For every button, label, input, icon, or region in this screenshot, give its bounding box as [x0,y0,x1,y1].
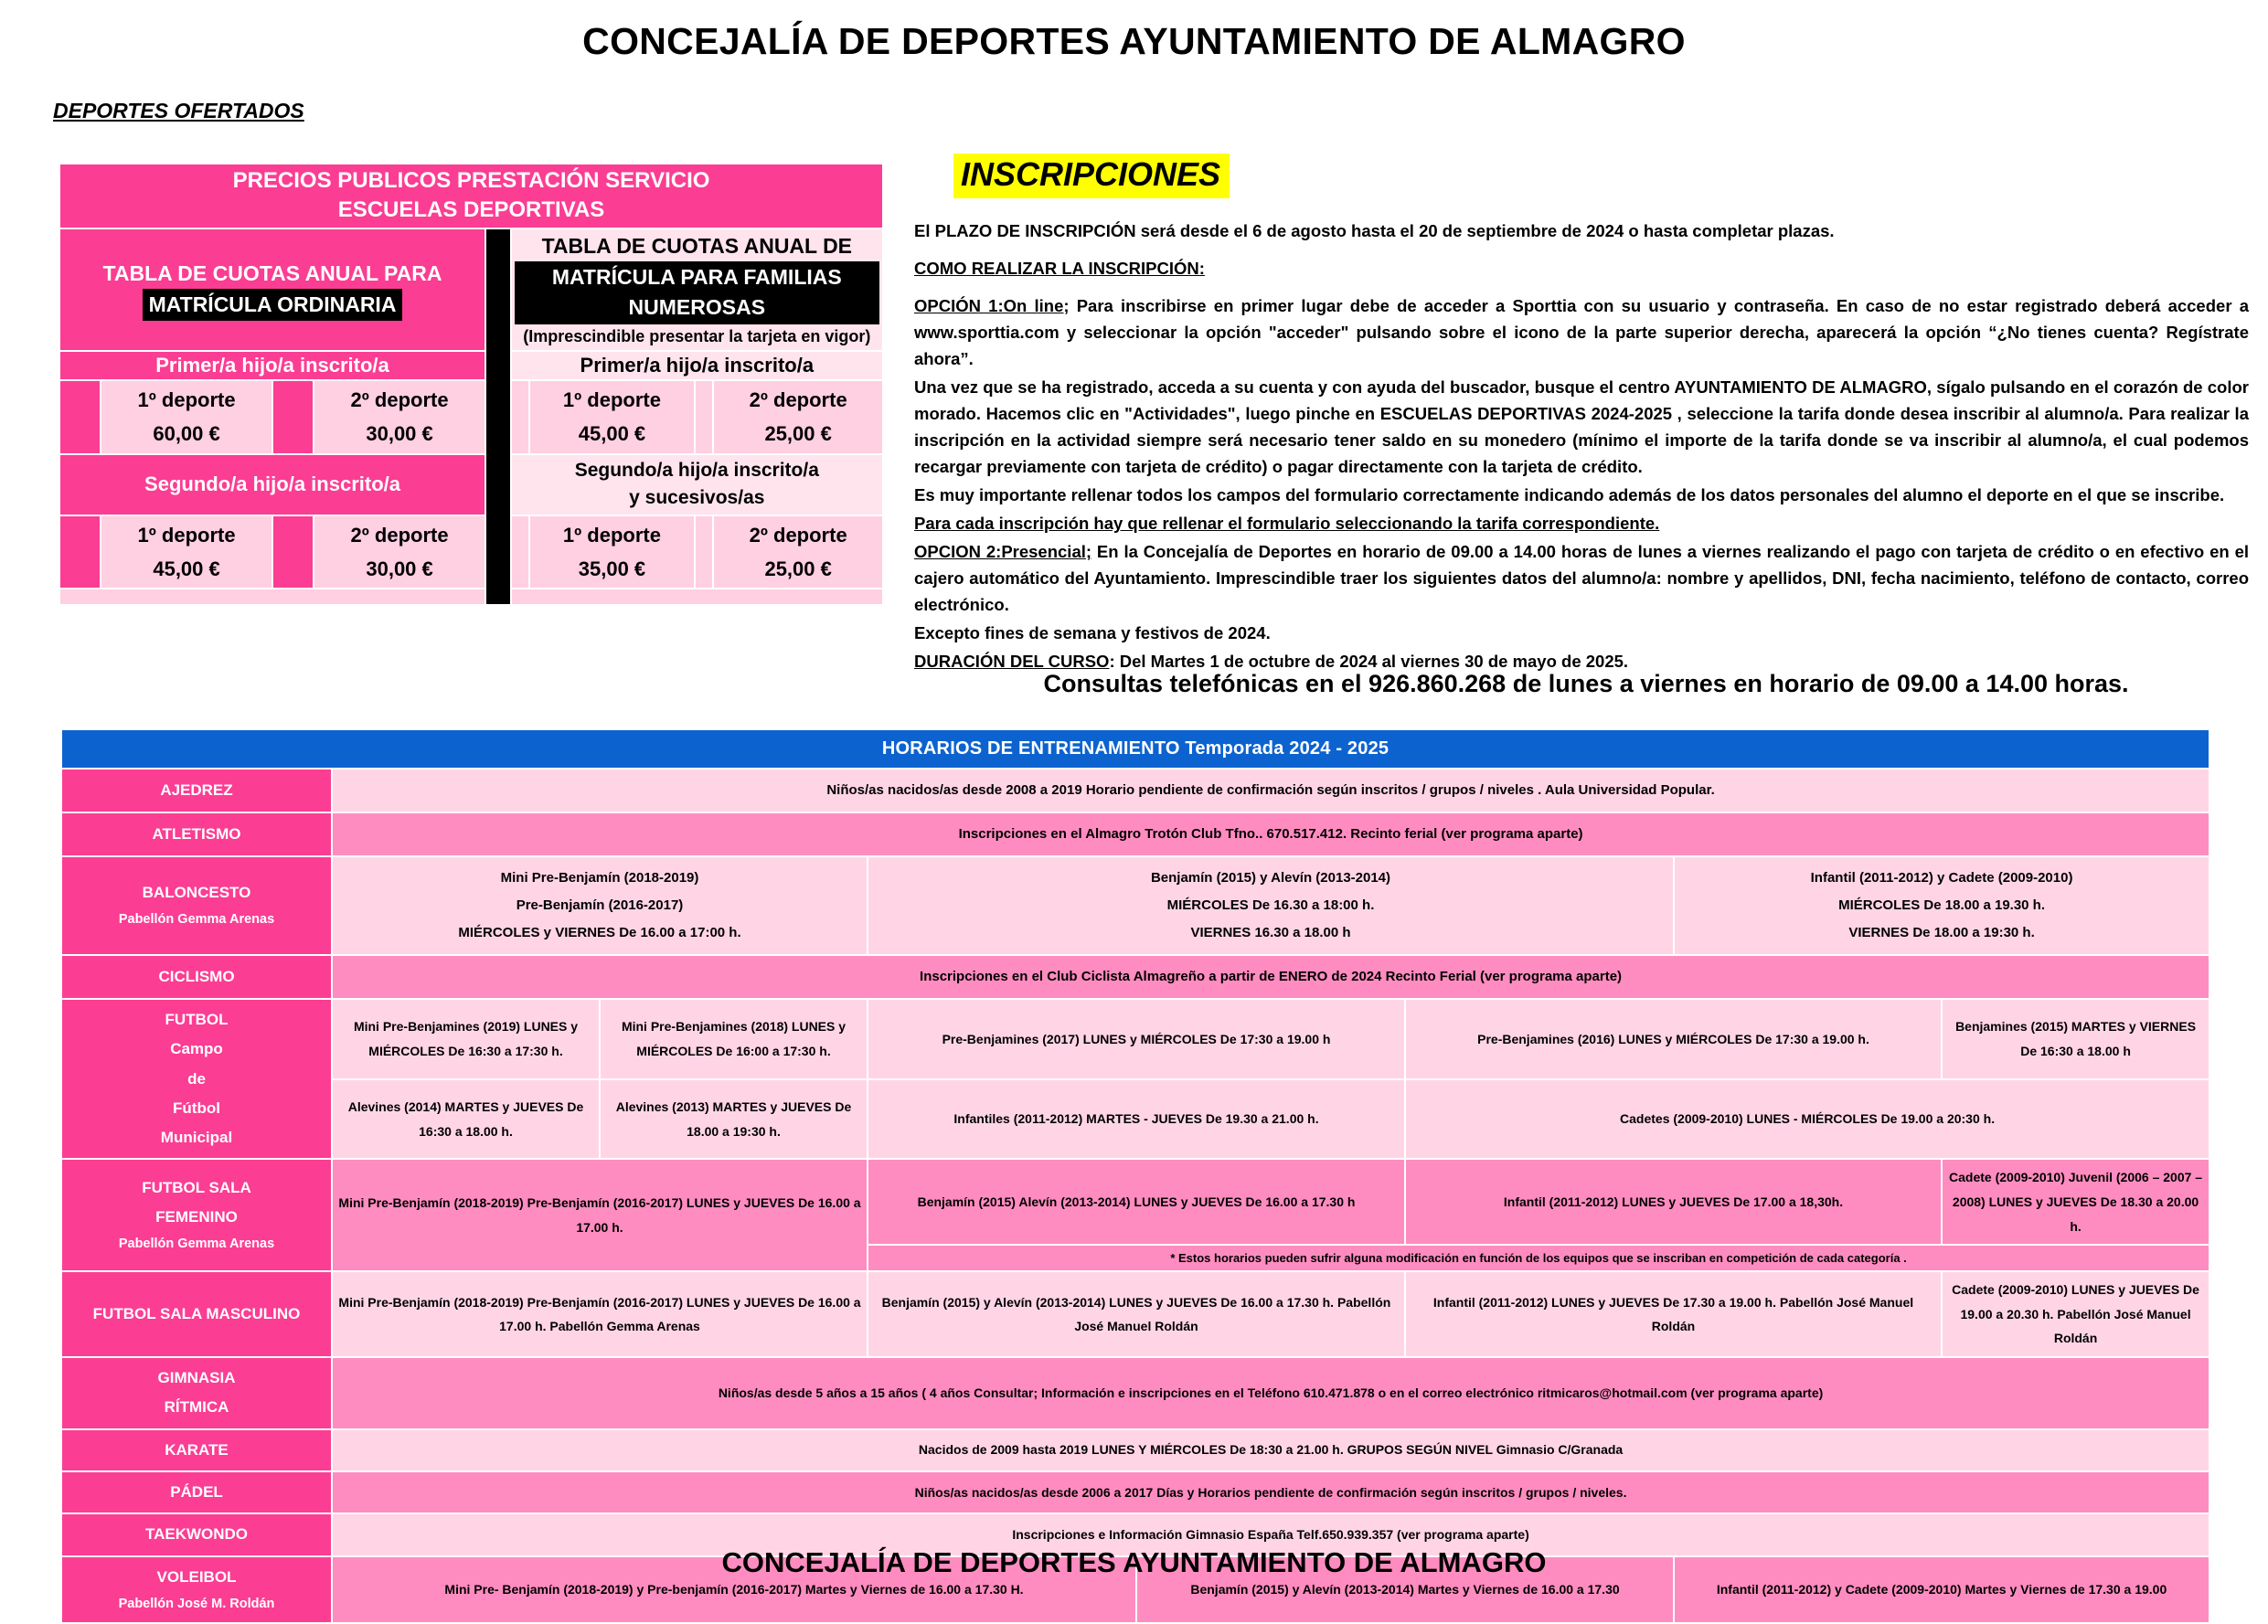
futbol-r2-c1: Alevines (2014) MARTES y JUEVES De 16:30 a 18.00 h. [332,1079,600,1160]
table-row [61,955,2209,999]
futbol-r2-c2: Alevines (2013) MARTES y JUEVES De 18.00 a 19:30 h. [600,1079,868,1160]
price-value: 35,00 € [578,557,646,580]
sport-label: VOLEIBOL [156,1567,237,1586]
sport-label: 1º deporte [562,387,661,411]
large-family-first-child-label: Primer/a hijo/a inscrito/a [511,351,883,380]
large-family-second-child-label [511,454,883,515]
ordinary-header-line1: TABLA DE CUOTAS ANUAL PARA [102,260,442,285]
ordinary-second-child-sport2 [314,515,485,589]
option2-text: En la Concejalía de Deportes en horario de 09.00 a 14.00 horas de lunes a viernes realizando el pago con tarjeta de crédito o en efectivo en el cajero automático del Ayuntamiento. Imprescindible traer los siguientes datos del alumno/a: nombre y apellidos, DNI, fecha nacimiento, teléfono de contacto, correo electrónico. [914,542,2249,615]
table-row [61,1429,2209,1471]
ordinary-second-child-label: Segundo/a hijo/a inscrito/a [59,454,485,515]
karate-info: Nacidos de 2009 hasta 2019 LUNES Y MIÉRCOLES De 18:30 a 21.00 h. GRUPOS SEGÚN NIVEL Gimnasio C/Granada [332,1429,2209,1471]
large-family-header [511,228,883,351]
course-duration-text: : Del Martes 1 de octubre de 2024 al viernes 30 de mayo de 2025. [1109,652,1629,672]
table-row [61,1079,2209,1160]
sport-name-karate: KARATE [61,1429,332,1471]
padel-info: Niños/as nacidos/as desde 2006 a 2017 Días y Horarios pendiente de confirmación según inscritos / grupos / niveles. [332,1471,2209,1513]
spacer-cell [511,515,529,589]
table-row [61,1271,2209,1357]
sport-name-ajedrez: AJEDREZ [61,769,332,812]
futbol-r1-c4: Pre-Benjamines (2016) LUNES y MIÉRCOLES De 17:30 a 19.00 h. [1405,999,1942,1079]
gimnasia-info: Niños/as desde 5 años a 15 años ( 4 años Consultar; Información e inscripciones en el Teléfono 610.471.878 o en el correo electrónico ritmicaros@hotmail.com (ver programa aparte) [332,1357,2209,1429]
large-family-first-child-sport2 [713,380,883,454]
voleibol-group-2: Benjamín (2015) y Alevín (2013-2014) Martes y Viernes de 16.00 a 17.30 [1136,1556,1674,1624]
sport-label: BALONCESTO [142,884,251,902]
voleibol-group-3: Infantil (2011-2012) y Cadete (2009-2010) Martes y Viernes de 17.30 a 19.00 [1674,1556,2209,1624]
large-family-header-note: (Imprescindible presentar la tarjeta en vigor) [523,326,871,345]
large-family-header-line2: MATRÍCULA PARA FAMILIAS NUMEROSAS [515,261,879,324]
atletismo-info: Inscripciones en el Almagro Trotón Club Tfno.. 670.517.412. Recinto ferial (ver programa aparte) [332,812,2209,856]
schedule-table [60,728,2210,1624]
inscriptions-title: INSCRIPCIONES [953,154,1230,198]
taekwondo-info: Inscripciones e Información Gimnasio España Telf.650.939.357 (ver programa aparte) [332,1513,2209,1555]
table-row [61,812,2209,856]
fsm-group-1: Mini Pre-Benjamín (2018-2019) Pre-Benjamín (2016-2017) LUNES y JUEVES De 16.00 a 17.00 h. Pabellón Gemma Arenas [332,1271,868,1357]
futbol-r2-c4: Cadetes (2009-2010) LUNES - MIÉRCOLES De 19.00 a 20:30 h. [1405,1079,2209,1160]
fsf-group-2: Benjamín (2015) Alevín (2013-2014) LUNES y JUEVES De 16.00 a 17.30 h [868,1159,1405,1245]
futbol-r1-c5: Benjamines (2015) MARTES y VIERNES De 16:30 a 18.00 h [1942,999,2209,1079]
sport-name-futbol-sala-masculino: FUTBOL SALA MASCULINO [61,1271,332,1357]
futbol-r1-c3: Pre-Benjamines (2017) LUNES y MIÉRCOLES De 17:30 a 19.00 h [868,999,1405,1079]
fsm-group-2: Benjamín (2015) y Alevín (2013-2014) LUNES y JUEVES De 16.00 a 17.30 h. Pabellón José Manuel Roldán [868,1271,1405,1357]
sport-name-taekwondo: TAEKWONDO [61,1513,332,1555]
ordinary-first-child-sport1 [101,380,272,454]
sport-name-ciclismo: CICLISMO [61,955,332,999]
table-row [61,856,2209,955]
futbol-r1-c1: Mini Pre-Benjamines (2019) LUNES y MIÉRCOLES De 16:30 a 17:30 h. [332,999,600,1079]
table-row [61,769,2209,812]
spacer-cell [272,380,314,454]
label-line1: Segundo/a hijo/a inscrito/a [574,459,819,481]
table-row [61,1159,2209,1245]
price-value: 45,00 € [153,557,220,580]
option1-text: Para inscribirse en primer lugar debe de acceder a Sporttia con su usuario y contraseña. En caso de no estar registrado deberá acceder a www.sporttia.com y seleccionar la opción "acceder" pulsando sobre el icono de la parte superior derecha, aparecerá la opción “¿No tienes cuenta? Regístrate ahora”. [914,296,2249,369]
sport-name-atletismo: ATLETISMO [61,812,332,856]
ordinary-first-child-sport2 [314,380,485,454]
sport-venue: Pabellón Gemma Arenas [118,912,275,928]
inscriptions-body [914,218,2249,677]
fsm-group-3: Infantil (2011-2012) LUNES y JUEVES De 17.30 a 19.00 h. Pabellón José Manuel Roldán [1405,1271,1942,1357]
price-value: 25,00 € [764,422,832,446]
voleibol-group-1: Mini Pre- Benjamín (2018-2019) y Pre-benjamín (2016-2017) Martes y Viernes de 16.00 a 17.30 H. [332,1556,1136,1624]
fsm-group-4: Cadete (2009-2010) LUNES y JUEVES De 19.00 a 20.30 h. Pabellón José Manuel Roldán [1942,1271,2209,1357]
course-duration-label: DURACIÓN DEL CURSO [914,652,1110,672]
prices-title-line1: PRECIOS PUBLICOS PRESTACIÓN SERVICIO [232,168,710,193]
baloncesto-group-3: Infantil (2011-2012) y Cadete (2009-2010) MIÉRCOLES De 18.00 a 19.30 h. VIERNES De 18.00 a 19:30 h. [1674,856,2209,955]
inscription-paragraph-2: Una vez que se ha registrado, acceda a su cuenta y con ayuda del buscador, busque el centro AYUNTAMIENTO DE ALMAGRO, sígalo pulsando en el corazón de color morado. Hacemos clic en "Actividades", luego pinche en ESCUELAS DEPORTIVAS 2024-2025 , seleccione la tarifa donde desea inscribir al alumno/a. Para realizar la inscripción en la actividad siempre será necesario tener saldo en su monedero (mínimo el importe de la tarifa donde se va inscribir al alumno/a, el cual podemos recargar previamente con tarjeta de crédito) o pagar directamente con la tarjeta de crédito. [914,377,2249,477]
page-title: CONCEJALÍA DE DEPORTES AYUNTAMIENTO DE ALMAGRO [582,20,1686,62]
spacer-cell [695,515,713,589]
ordinary-header [59,228,485,351]
price-value: 30,00 € [366,422,433,446]
footer-title: CONCEJALÍA DE DEPORTES AYUNTAMIENTO DE ALMAGRO [721,1546,1547,1578]
inscription-deadline: El PLAZO DE INSCRIPCIÓN será desde el 6 de agosto hasta el 20 de septiembre de 2024 o hasta completar plazas. [914,221,1835,240]
prices-table [59,163,884,606]
spacer-cell [272,515,314,589]
price-value: 30,00 € [366,557,433,580]
fsf-note: * Estos horarios pueden sufrir alguna modificación en función de los equipos que se inscriban en competición de cada categoría . [868,1245,2209,1271]
futbol-r2-c3: Infantiles (2011-2012) MARTES - JUEVES De 19.30 a 21.00 h. [868,1079,1405,1160]
ordinary-second-child-sport1 [101,515,272,589]
sport-name-baloncesto [61,856,332,955]
ajedrez-info: Niños/as nacidos/as desde 2008 a 2019 Horario pendiente de confirmación según inscritos / grupos / niveles . Aula Universidad Popular. [332,769,2209,812]
sport-name-gimnasia-ritmica: GIMNASIA RÍTMICA [61,1357,332,1429]
large-family-second-child-sport1 [529,515,696,589]
spacer-cell [59,380,101,454]
futbol-r1-c2: Mini Pre-Benjamines (2018) LUNES y MIÉRCOLES De 16:00 a 17:30 h. [600,999,868,1079]
sport-label: 1º deporte [562,523,661,547]
label-line2: y sucesivos/as [629,487,765,509]
table-row [61,1357,2209,1429]
spacer-cell [695,380,713,454]
schedule-header: HORARIOS DE ENTRENAMIENTO Temporada 2024 - 2025 [61,729,2209,769]
prices-title-line2: ESCUELAS DEPORTIVAS [337,197,605,223]
sport-label: 2º deporte [749,387,847,411]
prices-title [59,164,883,228]
large-family-header-line1: TABLA DE CUOTAS ANUAL DE [541,233,853,258]
sport-label: 2º deporte [749,523,847,547]
fsf-group-3: Infantil (2011-2012) LUNES y JUEVES De 17.00 a 18,30h. [1405,1159,1942,1245]
large-family-second-child-sport2 [713,515,883,589]
how-to-register-title: COMO REALIZAR LA INSCRIPCIÓN: [914,259,1205,279]
sport-name-futbol: FUTBOL Campo de Fútbol Municipal [61,999,332,1159]
table-row [61,999,2209,1079]
option2-label: OPCION 2:Presencial; [914,542,1092,562]
prices-bottom-spacer [59,589,485,605]
ordinary-first-child-label: Primer/a hijo/a inscrito/a [59,351,485,380]
sport-label: 1º deporte [137,387,236,411]
large-family-first-child-sport1 [529,380,696,454]
sport-venue: Pabellón José M. Roldán [118,1596,275,1611]
price-value: 25,00 € [764,557,832,580]
option1-label: OPCIÓN 1:On line; [914,296,1070,316]
sport-name-padel: PÁDEL [61,1471,332,1513]
sport-name-futbol-sala-femenino: FUTBOL SALA FEMENINO Pabellón Gemma Arenas [61,1159,332,1271]
inscription-paragraph-3: Es muy importante rellenar todos los campos del formulario correctamente indicando además de los datos personales del alumno el deporte en el que se inscribe. [914,485,2225,505]
table-row [61,1471,2209,1513]
spacer-cell [511,380,529,454]
phone-enquiries-line: Consultas telefónicas en el 926.860.268 de lunes a viernes en horario de 09.00 a 14.00 horas. [1043,670,2129,697]
inscription-paragraph-5: Excepto fines de semana y festivos de 2024. [914,623,1271,643]
prices-bottom-spacer [511,589,883,605]
fsf-group-1: Mini Pre-Benjamín (2018-2019) Pre-Benjamín (2016-2017) LUNES y JUEVES De 16.00 a 17.00 h. [332,1159,868,1271]
baloncesto-group-1: Mini Pre-Benjamín (2018-2019) Pre-Benjamín (2016-2017) MIÉRCOLES y VIERNES De 16.00 a 17:00 h. [332,856,868,955]
baloncesto-group-2: Benjamín (2015) y Alevín (2013-2014) MIÉRCOLES De 16.30 a 18:00 h. VIERNES 16.30 a 18.00 h [868,856,1674,955]
ordinary-header-line2: MATRÍCULA ORDINARIA [143,289,403,321]
section-label-deportes-ofertados: DEPORTES OFERTADOS [53,99,304,122]
inscription-paragraph-4: Para cada inscripción hay que rellenar el formulario seleccionando la tarifa correspondiente. [914,514,1660,534]
price-value: 45,00 € [578,422,646,446]
price-value: 60,00 € [153,422,220,446]
table-divider [485,228,511,606]
sport-venue: Pabellón Gemma Arenas [118,1237,275,1252]
sport-label: 2º deporte [350,523,449,547]
ciclismo-info: Inscripciones en el Club Ciclista Almagreño a partir de ENERO de 2024 Recinto Ferial (ver programa aparte) [332,955,2209,999]
fsf-group-4: Cadete (2009-2010) Juvenil (2006 – 2007 – 2008) LUNES y JUEVES De 18.30 a 20.00 h. [1942,1159,2209,1245]
sport-label: 2º deporte [350,387,449,411]
spacer-cell [59,515,101,589]
sport-label: 1º deporte [137,523,236,547]
